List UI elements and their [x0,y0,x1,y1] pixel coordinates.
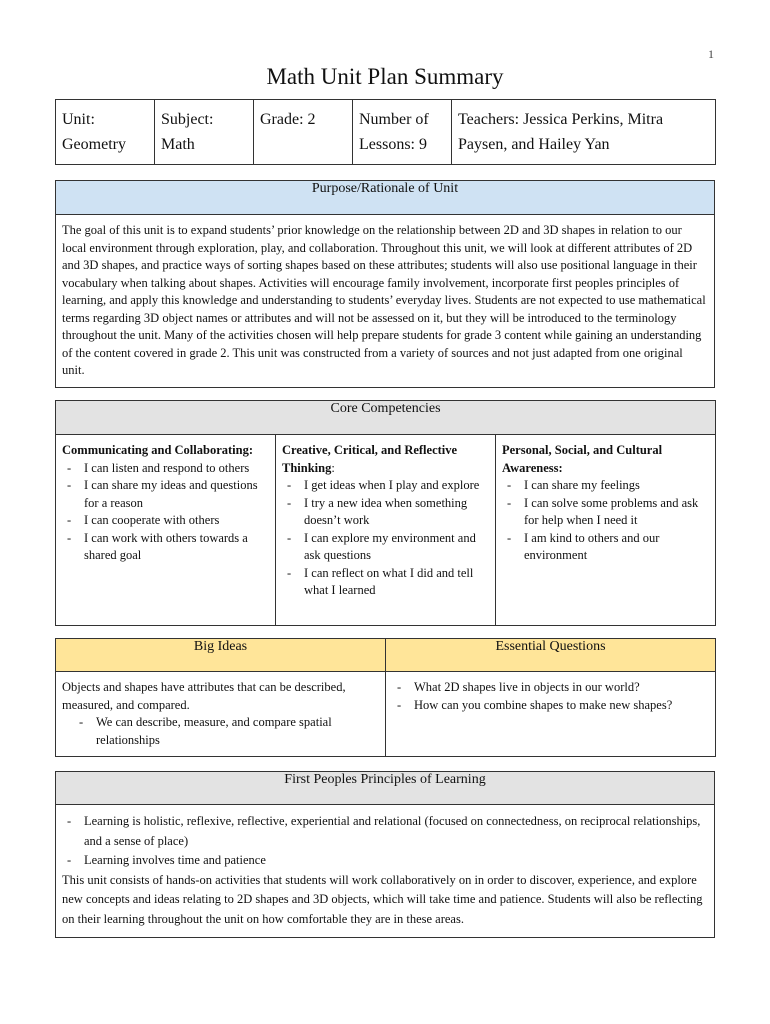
teachers-line-1: Teachers: Jessica Perkins, Mitra [458,111,664,128]
lessons-label: Number of [359,111,429,128]
first-peoples-table [55,771,715,938]
teachers-line-2: Paysen, and Hailey Yan [458,136,610,153]
purpose-header: Purpose/Rationale of Unit [56,181,715,215]
competency-list [62,460,269,565]
list-item: - We can describe, measure, and compare spatial relationships [96,714,379,749]
page-title: Math Unit Plan Summary [266,64,504,89]
list-item: - I can listen and respond to others [84,460,269,478]
first-peoples-text: This unit consists of hands-on activities that students will work collaboratively on in order to discover, experience, and explore new concepts and ideas relating to 2D shapes and 3D objects, which will take time and patience. Students will also be reflecting on their learning throughout the unit on how comfortable they are in these areas. [62,872,703,926]
list-item: - I can solve some problems and ask for help when I need it [524,495,709,530]
unit-label: Unit: [62,111,95,128]
list-item: - I get ideas when I play and explore [304,477,489,495]
unit-value: Geometry [62,136,126,153]
unit-cell [56,100,155,165]
unit-info-table [55,99,716,165]
lessons-value: Lessons: 9 [359,136,427,153]
page-number: 1 [708,47,714,61]
list-item: - I try a new idea when something doesn’t work [304,495,489,530]
subject-value: Math [161,136,195,153]
first-peoples-header: First Peoples Principles of Learning [56,772,715,805]
essential-questions-body [386,672,716,757]
competency-list [282,477,489,600]
competency-title: Creative, Critical, and Reflective Thinking [282,443,458,475]
subject-label: Subject: [161,111,214,128]
list-item: - I can cooperate with others [84,512,269,530]
list-item: - I can reflect on what I did and tell what I learned [304,565,489,600]
big-ideas-header: Big Ideas [56,639,386,672]
competency-title-suffix: : [331,460,335,475]
competency-thinking [276,435,496,626]
grade-value: Grade: 2 [260,111,316,128]
list-item: - I am kind to others and our environment [524,530,709,565]
purpose-table [55,180,715,388]
list-item: - Learning is holistic, reflexive, reflective, experiential and relational (focused on connectedness, on reciprocal relationships, and a sense of place) [84,812,708,851]
competency-communicating [56,435,276,626]
list-item: - How can you combine shapes to make new shapes? [414,697,709,715]
competency-personal [496,435,716,626]
teachers-cell [452,100,716,165]
essential-questions-list [392,679,709,714]
essential-questions-header: Essential Questions [386,639,716,672]
competency-list [502,477,709,565]
big-ideas-body [56,672,386,757]
big-ideas-list [62,714,379,749]
subject-cell [155,100,254,165]
competencies-header: Core Competencies [56,401,716,435]
first-peoples-body [56,805,715,938]
core-competencies-table [55,400,716,626]
list-item: - I can explore my environment and ask questions [304,530,489,565]
big-ideas-table [55,638,716,757]
first-peoples-list [62,812,708,871]
list-item: - I can share my feelings [524,477,709,495]
list-item: - I can share my ideas and questions for a reason [84,477,269,512]
purpose-body: The goal of this unit is to expand students’ prior knowledge on the relationship between 2D and 3D shapes in relation to our local environment through exploration, play, and collaboration. Throughout this unit, we will look at different attributes of 2D and 3D shapes, and practice ways of sorting shapes based on these attributes; students will also use positional language in their vocabulary when talking about shapes. Activities will encourage family involvement, incorporate first peoples principles of learning, and apply this knowledge and understanding to students’ everyday lives. Students are not expected to use mathematical terms regarding 3D object names or attributes and will not be assessed on it, but they will be introduced to the terminology throughout the unit. Many of the activities chosen will help prepare students for grade 3 content while gaining an understanding of the content covered in grade 2. This unit was constructed from a variety of sources and not just adapted from one original unit. [56,215,715,388]
big-ideas-text: Objects and shapes have attributes that can be described, measured, and compared. [62,680,346,712]
lessons-cell [353,100,452,165]
list-item: - What 2D shapes live in objects in our world? [414,679,709,697]
list-item: - Learning involves time and patience [84,851,708,871]
competency-title: Personal, Social, and Cultural Awareness: [502,443,663,475]
grade-cell [254,100,353,165]
list-item: - I can work with others towards a shared goal [84,530,269,565]
competency-title: Communicating and Collaborating: [62,443,253,457]
